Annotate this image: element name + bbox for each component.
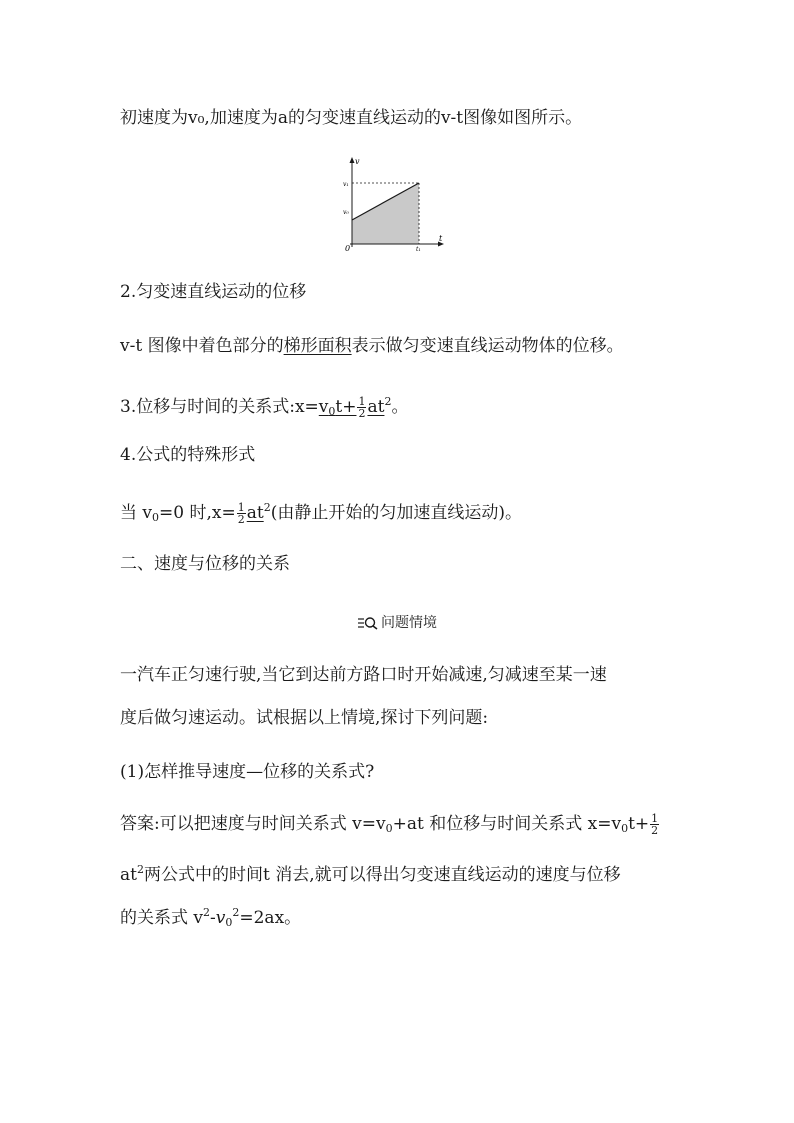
text: 3.位移与时间的关系式:x= bbox=[120, 397, 319, 417]
symbol: t+ bbox=[335, 397, 357, 417]
subscript: 0 bbox=[225, 916, 233, 929]
answer-line-1 bbox=[120, 808, 660, 845]
numerator: 1 bbox=[651, 812, 659, 825]
question-1: (1)怎样推导速度—位移的关系式? bbox=[120, 762, 375, 782]
origin-label: 0 bbox=[345, 244, 351, 253]
underlined-term: at bbox=[246, 503, 264, 523]
symbol: v bbox=[215, 908, 226, 928]
denominator: 2 bbox=[237, 513, 245, 526]
numerator: 1 bbox=[237, 501, 245, 514]
section-3-formula bbox=[120, 387, 408, 427]
v1-label: v₁ bbox=[343, 181, 349, 188]
denominator: 2 bbox=[358, 407, 366, 420]
superscript: 2 bbox=[384, 395, 392, 408]
underlined-term: 梯形面积 bbox=[283, 336, 352, 356]
denominator: 2 bbox=[651, 824, 659, 837]
text: v-t 图像中着色部分的 bbox=[120, 336, 284, 356]
section-4-title: 4.公式的特殊形式 bbox=[120, 445, 256, 465]
text: 表示做匀变速直线运动物体的位移。 bbox=[351, 336, 624, 356]
text: =2ax。 bbox=[239, 908, 302, 928]
answer-line-2 bbox=[120, 859, 621, 886]
magnifier-icon bbox=[357, 616, 379, 630]
situation-heading bbox=[0, 612, 794, 632]
text: 两公式中的时间t 消去,就可以得出匀变速直线运动的速度与位移 bbox=[143, 865, 621, 885]
section-2-title: 2.匀变速直线运动的位移 bbox=[120, 282, 307, 302]
subscript: 0 bbox=[385, 822, 393, 835]
text: 。 bbox=[391, 397, 409, 417]
fraction bbox=[650, 813, 659, 836]
superscript: 2 bbox=[232, 906, 240, 919]
x-axis-label: t bbox=[439, 234, 443, 243]
subscript: 0 bbox=[621, 822, 629, 835]
section-4-body bbox=[120, 493, 522, 533]
text: t+ bbox=[628, 814, 650, 834]
superscript: 2 bbox=[263, 501, 271, 514]
text: at bbox=[120, 865, 137, 885]
superscript: 2 bbox=[203, 906, 211, 919]
fraction bbox=[357, 396, 366, 419]
text: - bbox=[210, 908, 216, 928]
intro-line: 初速度为v₀,加速度为a的匀变速直线运动的v-t图像如图所示。 bbox=[120, 108, 583, 128]
paragraph-line-1: 一汽车正匀速行驶,当它到达前方路口时开始减速,匀减速至某一速 bbox=[120, 665, 607, 685]
text: =0 时,x= bbox=[159, 503, 236, 523]
text: 的关系式 v bbox=[120, 908, 204, 928]
paragraph-line-2: 度后做匀速运动。试根据以上情境,探讨下列问题: bbox=[120, 708, 489, 728]
v0-label: v₀ bbox=[343, 209, 349, 216]
text: +at 和位移与时间关系式 x=v bbox=[392, 814, 622, 834]
subscript: 0 bbox=[152, 511, 160, 524]
fraction bbox=[237, 502, 246, 525]
text: (由静止开始的匀加速直线运动)。 bbox=[270, 503, 522, 523]
answer-line-3 bbox=[120, 902, 301, 934]
superscript: 2 bbox=[136, 863, 144, 876]
t1-label: t₁ bbox=[416, 246, 421, 253]
y-axis-arrow-icon bbox=[350, 157, 355, 163]
text: 当 v bbox=[120, 503, 153, 523]
symbol: v bbox=[318, 397, 329, 417]
situation-label: 问题情境 bbox=[381, 615, 437, 631]
subscript: 0 bbox=[328, 405, 336, 418]
text: 答案:可以把速度与时间关系式 v=v bbox=[120, 814, 386, 834]
numerator: 1 bbox=[358, 395, 366, 408]
part-2-title: 二、速度与位移的关系 bbox=[120, 554, 290, 574]
symbol: at bbox=[367, 397, 385, 417]
trapezoid-area bbox=[352, 183, 419, 244]
y-axis-label: v bbox=[355, 157, 360, 166]
section-2-body bbox=[120, 335, 624, 357]
vt-graph bbox=[340, 155, 450, 255]
formula-underlined bbox=[318, 395, 385, 420]
